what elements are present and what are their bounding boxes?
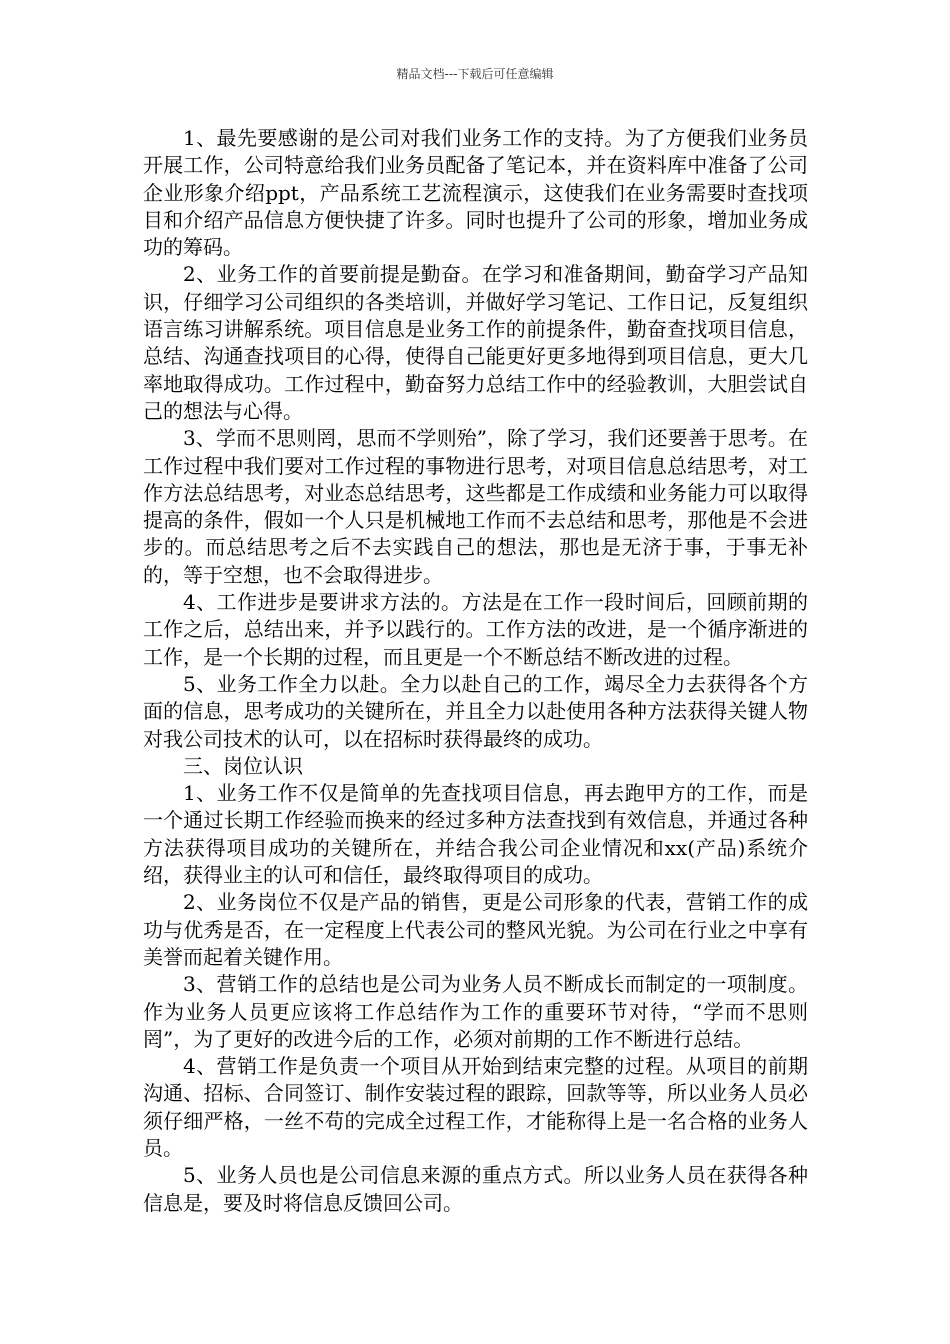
paragraph-6: 1、业务工作不仅是简单的先查找项目信息，再去跑甲方的工作，而是一个通过长期工作经验而换来的经过多种方法查找到有效信息，并通过各种方法获得项目成功的关键所在，并结合我公司企业情况和xx(产品)系统介绍，获得业主的认可和信任，最终取得项目的成功。	[143, 781, 808, 888]
document-body	[143, 125, 808, 1217]
section-heading: 三、岗位认识	[183, 753, 303, 778]
paragraph-2: 2、业务工作的首要前提是勤奋。在学习和准备期间，勤奋学习产品知识，仔细学习公司组织的各类培训，并做好学习笔记、工作日记，反复组织语言练习讲解系统。项目信息是业务工作的前提条件，勤奋查找项目信息，总结、沟通查找项目的心得，使得自己能更好更多地得到项目信息，更大几率地取得成功。工作过程中，勤奋努力总结工作中的经验教训，大胆尝试自己的想法与心得。	[143, 262, 808, 423]
paragraph-3: 3、学而不思则罔，思而不学则殆”，除了学习，我们还要善于思考。在工作过程中我们要对工作过程的事物进行思考，对项目信息总结思考，对工作方法总结思考，对业态总结思考，这些都是工作成绩和业务能力可以取得提高的条件，假如一个人只是机械地工作而不去总结和思考，那他是不会进步的。而总结思考之后不去实践自己的想法，那也是无济于事，于事无补的，等于空想，也不会取得进步。	[143, 426, 808, 587]
paragraph-5: 5、业务工作全力以赴。全力以赴自己的工作，竭尽全力去获得各个方面的信息，思考成功的关键所在，并且全力以赴使用各种方法获得关键人物对我公司技术的认可，以在招标时获得最终的成功。	[143, 671, 808, 751]
paragraph-10: 5、业务人员也是公司信息来源的重点方式。所以业务人员在获得各种信息是，要及时将信息反馈回公司。	[143, 1163, 808, 1215]
paragraph-1: 1、最先要感谢的是公司对我们业务工作的支持。为了方便我们业务员开展工作，公司特意给我们业务员配备了笔记本，并在资料库中准备了公司企业形象介绍ppt，产品系统工艺流程演示，这使我们在业务需要时查找项目和介绍产品信息方便快捷了许多。同时也提升了公司的形象，增加业务成功的筹码。	[143, 126, 808, 260]
paragraph-7: 2、业务岗位不仅是产品的销售，更是公司形象的代表，营销工作的成功与优秀是否，在一定程度上代表公司的整风光貌。为公司在行业之中享有美誉而起着关键作用。	[143, 890, 808, 969]
paragraph-8: 3、营销工作的总结也是公司为业务人员不断成长而制定的一项制度。作为业务人员更应该将工作总结作为工作的重要环节对待，“学而不思则罔”，为了更好的改进今后的工作，必须对前期的工作不断进行总结。	[143, 972, 808, 1051]
page-header: 精品文档---下载后可任意编辑	[396, 67, 554, 81]
paragraph-4: 4、工作进步是要讲求方法的。方法是在工作一段时间后，回顾前期的工作之后，总结出来，并予以践行的。工作方法的改进，是一个循序渐进的工作，是一个长期的过程，而且更是一个不断总结不断改进的过程。	[143, 590, 808, 669]
paragraph-9: 4、营销工作是负责一个项目从开始到结束完整的过程。从项目的前期沟通、招标、合同签订、制作安装过程的跟踪，回款等等，所以业务人员必须仔细严格，一丝不苟的完成全过程工作，才能称得上是一名合格的业务人员。	[143, 1054, 808, 1160]
